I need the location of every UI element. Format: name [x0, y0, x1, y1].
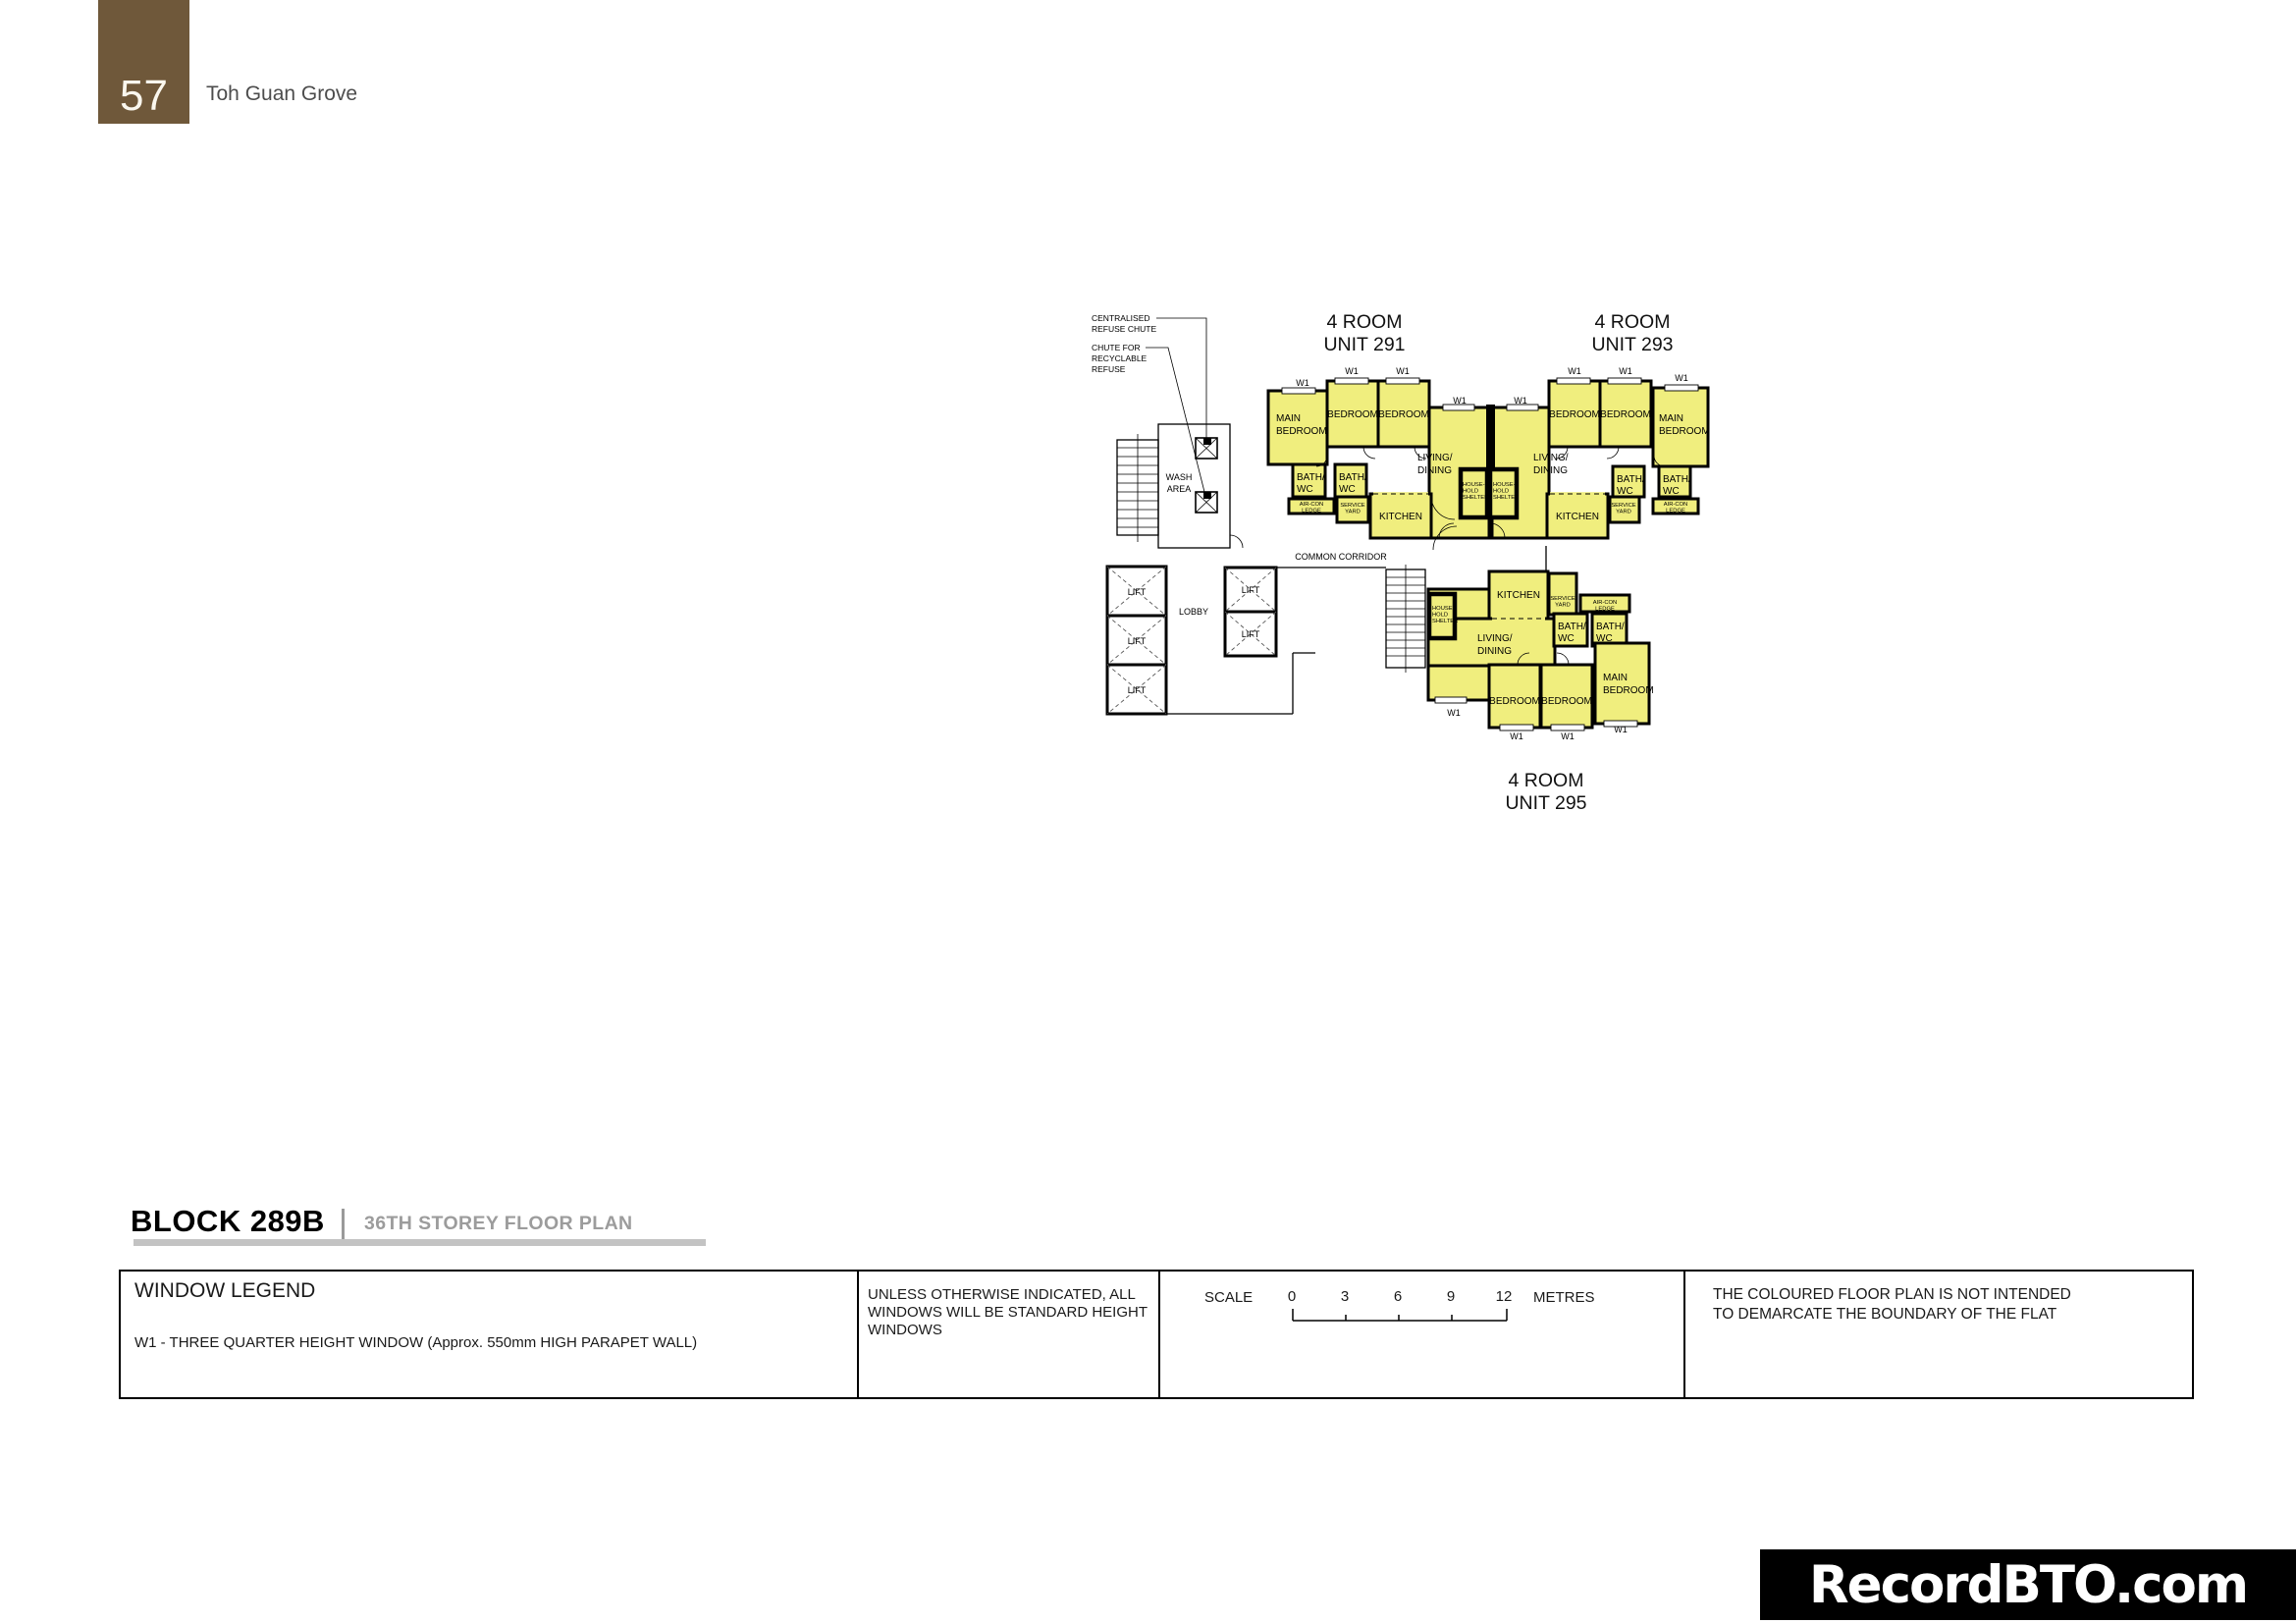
room-label: LIVING/: [1477, 633, 1513, 644]
w1-tag: W1: [1614, 725, 1628, 734]
unit295-type-title: 4 ROOM: [1508, 770, 1584, 791]
unit293-type-title: 4 ROOM: [1594, 311, 1671, 333]
common-corridor-label: COMMON CORRIDOR: [1295, 552, 1387, 562]
room-label: WC: [1339, 484, 1356, 495]
w1-tag: W1: [1561, 731, 1575, 741]
unit295-number-title: UNIT 295: [1505, 792, 1587, 814]
room-label: KITCHEN: [1379, 512, 1422, 522]
refuse-chute-boxes: [1196, 438, 1217, 513]
window-legend-cell: [121, 1272, 859, 1397]
room-label: SERVICE: [1340, 503, 1365, 509]
legend-table: [119, 1270, 2194, 1399]
boundary-note: [1713, 1285, 2071, 1325]
room-label: HOUSE-: [1432, 606, 1455, 612]
room-label: BEDROOM: [1659, 426, 1710, 437]
w1-tag: W1: [1514, 396, 1527, 406]
room-label: MAIN: [1276, 413, 1301, 424]
room-label: YARD: [1616, 509, 1631, 515]
room-label: BATH/: [1596, 622, 1625, 632]
room-label: MAIN: [1603, 673, 1628, 683]
room-label: LIVING/: [1533, 453, 1569, 463]
room-label: HOLD: [1463, 488, 1479, 495]
title-divider: [342, 1209, 345, 1239]
room-label: AIR-CON: [1663, 502, 1688, 508]
room-label: BEDROOM: [1327, 409, 1378, 420]
recyclable-chute-label-1: CHUTE FOR: [1092, 343, 1141, 352]
window-legend-item: W1 - THREE QUARTER HEIGHT WINDOW (Approx. 550mm HIGH PARAPET WALL): [134, 1334, 698, 1351]
room-label: SHELTER: [1493, 495, 1520, 501]
scale-unit: METRES: [1533, 1289, 1595, 1306]
room-label: LEDGE: [1302, 508, 1321, 514]
boundary-note-cell: [1685, 1272, 2192, 1397]
room-label: SERVICE: [1550, 596, 1575, 602]
unit293-number-title: UNIT 293: [1591, 334, 1674, 355]
room-label: SHELTER: [1463, 495, 1489, 501]
unit291-number-title: UNIT 291: [1323, 334, 1406, 355]
room-label: BATH/: [1617, 474, 1645, 485]
room-label: HOLD: [1432, 612, 1449, 619]
room-label: DINING: [1417, 465, 1452, 476]
boundary-note-line: THE COLOURED FLOOR PLAN IS NOT INTENDED: [1713, 1286, 2071, 1303]
w1-tag: W1: [1453, 396, 1467, 406]
windows-note-cell: [859, 1272, 1160, 1397]
scale-tick-label: 9: [1446, 1288, 1456, 1305]
room-label: BEDROOM: [1489, 696, 1540, 707]
room-label: SERVICE: [1611, 503, 1636, 509]
room-label: AIR-CON: [1299, 502, 1324, 508]
lift-bank-right: [1225, 568, 1276, 656]
recyclable-chute-label-3: REFUSE: [1092, 364, 1126, 374]
lift-label: LIFT: [1241, 585, 1260, 595]
room-label: YARD: [1555, 602, 1571, 609]
room-label: DINING: [1477, 646, 1512, 657]
room-label: SHELTER: [1432, 619, 1459, 624]
w1-tag: W1: [1568, 366, 1581, 376]
lift-label: LIFT: [1127, 587, 1147, 597]
w1-tag: W1: [1345, 366, 1359, 376]
scale-label: SCALE: [1204, 1289, 1254, 1306]
w1-tag: W1: [1447, 708, 1461, 718]
w1-tag: W1: [1510, 731, 1523, 741]
room-label: BEDROOM: [1603, 685, 1654, 696]
centralised-refuse-chute-label-2: REFUSE CHUTE: [1092, 324, 1157, 334]
unit295-service-yard: [1549, 573, 1576, 615]
block-title: BLOCK 289B: [131, 1204, 325, 1238]
scale-tick-label: 6: [1393, 1288, 1403, 1305]
room-label: KITCHEN: [1497, 590, 1540, 601]
room-label: DINING: [1533, 465, 1568, 476]
watermark: RecordBTO.com: [1760, 1549, 2296, 1620]
recyclable-chute-label-2: RECYCLABLE: [1092, 353, 1148, 363]
refuse-chute-leader: [1156, 318, 1206, 438]
staircase-right: [1386, 565, 1425, 673]
scale-tick-label: 12: [1495, 1288, 1513, 1305]
lobby-label: LOBBY: [1178, 607, 1209, 617]
windows-note-line: UNLESS OTHERWISE INDICATED, ALL: [868, 1286, 1136, 1303]
wash-area-label: AREA: [1166, 484, 1192, 494]
room-label: LEDGE: [1666, 508, 1685, 514]
scale-cell: [1160, 1272, 1685, 1397]
page-number: 57: [120, 72, 168, 120]
room-label: KITCHEN: [1556, 512, 1599, 522]
chute-annotations: [1092, 313, 1156, 374]
room-label: BATH/: [1663, 474, 1691, 485]
lift-label: LIFT: [1241, 629, 1260, 639]
lift-label: LIFT: [1127, 636, 1147, 646]
room-label: BATH/: [1297, 472, 1325, 483]
unit295-main-bedroom-room: [1595, 643, 1649, 724]
w1-tag: W1: [1396, 366, 1410, 376]
room-label: WC: [1558, 633, 1575, 644]
room-label: BEDROOM: [1600, 409, 1651, 420]
room-label: BEDROOM: [1549, 409, 1600, 420]
windows-note-line: WINDOWS WILL BE STANDARD HEIGHT: [868, 1304, 1148, 1321]
room-label: BATH/: [1339, 472, 1367, 483]
boundary-note-line: TO DEMARCATE THE BOUNDARY OF THE FLAT: [1713, 1306, 2057, 1323]
party-wall: [1486, 405, 1495, 469]
scale-bar: [1290, 1309, 1510, 1323]
lift-label: LIFT: [1127, 685, 1147, 695]
windows-note-line: WINDOWS: [868, 1322, 942, 1338]
centralised-refuse-chute-label-1: CENTRALISED: [1092, 313, 1150, 323]
room-label: YARD: [1345, 509, 1361, 515]
title-underline: [133, 1239, 706, 1246]
windows-note: [868, 1286, 1148, 1339]
room-label: LIVING/: [1417, 453, 1453, 463]
scale-tick-label: 0: [1287, 1288, 1297, 1305]
room-label: WC: [1663, 486, 1680, 497]
unit291-type-title: 4 ROOM: [1326, 311, 1403, 333]
room-label: BEDROOM: [1276, 426, 1327, 437]
room-label: BATH/: [1558, 622, 1586, 632]
page-number-tab: [98, 0, 189, 124]
w1-tag: W1: [1675, 373, 1688, 383]
room-label: HOUSE-: [1493, 482, 1516, 488]
room-label: HOUSE-: [1463, 482, 1485, 488]
room-label: MAIN: [1659, 413, 1683, 424]
scale-tick-label: 3: [1340, 1288, 1350, 1305]
room-label: WC: [1617, 486, 1633, 497]
window-legend-title: WINDOW LEGEND: [134, 1279, 316, 1302]
room-label: WC: [1297, 484, 1313, 495]
room-label: WC: [1596, 633, 1613, 644]
floor-plan: [1060, 295, 1747, 825]
room-label: HOLD: [1493, 488, 1510, 495]
room-label: BEDROOM: [1541, 696, 1592, 707]
room-label: AIR-CON: [1592, 600, 1618, 606]
w1-tag: W1: [1619, 366, 1632, 376]
project-name: Toh Guan Grove: [206, 82, 358, 105]
storey-subtitle: 36TH STOREY FLOOR PLAN: [364, 1213, 633, 1234]
room-label: BEDROOM: [1378, 409, 1429, 420]
w1-tag: W1: [1296, 378, 1309, 388]
recycle-chute-leader: [1146, 348, 1204, 492]
room-label: LEDGE: [1595, 606, 1615, 613]
staircase-left: [1117, 434, 1158, 542]
wash-area-label: WASH: [1165, 472, 1193, 482]
